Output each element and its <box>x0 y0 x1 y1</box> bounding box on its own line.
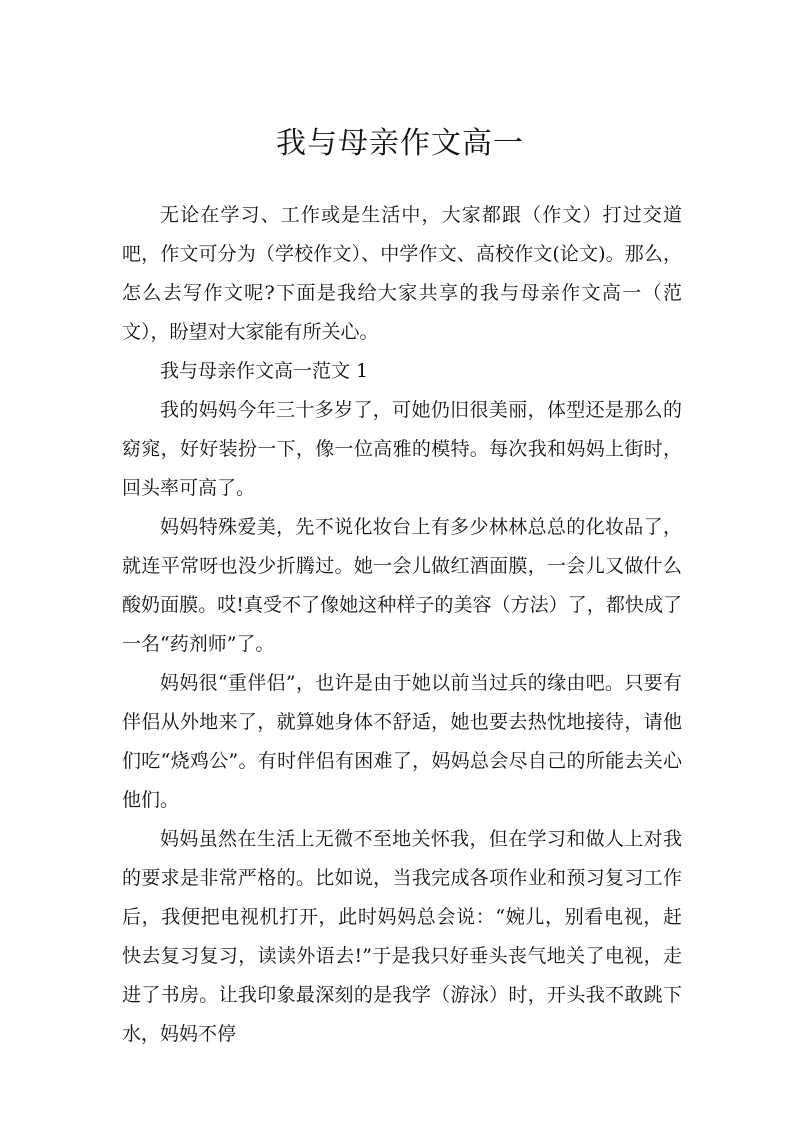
document-title: 我与母亲作文高一 <box>276 126 524 161</box>
paragraph-intro: 无论在学习、工作或是生活中，大家都跟（作文）打过交道吧，作文可分为（学校作文）、中学作文、高校作文(论文)。那么，怎么去写作文呢?下面是我给大家共享的我与母亲作文高一（范文），盼望对大家能有所关心。 <box>122 204 682 343</box>
paragraph: 妈妈特殊爱美，先不说化妆台上有多少林林总总的化妆品了，就连平常呀也没少折腾过。她一会儿做红酒面膜，一会儿又做什么酸奶面膜。哎!真受不了像她这种样子的美容（方法）了，都快成了一名“药剂师”了。 <box>122 516 682 655</box>
section-heading: 我与母亲作文高一范文 1 <box>160 360 369 382</box>
paragraph: 妈妈虽然在生活上无微不至地关怀我，但在学习和做人上对我的要求是非常严格的。比如说，当我完成各项作业和预习复习工作后，我便把电视机打开，此时妈妈总会说：“婉儿，别看电视，赶快去复习复习，读读外语去!”于是我只好垂头丧气地关了电视，走进了书房。让我印象最深刻的是我学（游泳）时，开头我不敢跳下水，妈妈不停 <box>122 828 682 1045</box>
paragraph: 我的妈妈今年三十多岁了，可她仍旧很美丽，体型还是那么的窈窕，好好装扮一下，像一位高雅的模特。每次我和妈妈上街时，回头率可高了。 <box>122 399 682 499</box>
document-body <box>122 196 682 1054</box>
paragraph: 妈妈很“重伴侣”，也许是由于她以前当过兵的缘由吧。只要有伴侣从外地来了，就算她身体不舒适，她也要去热忱地接待，请他们吃“烧鸡公”。有时伴侣有困难了，妈妈总会尽自己的所能去关心他们。 <box>122 672 682 811</box>
